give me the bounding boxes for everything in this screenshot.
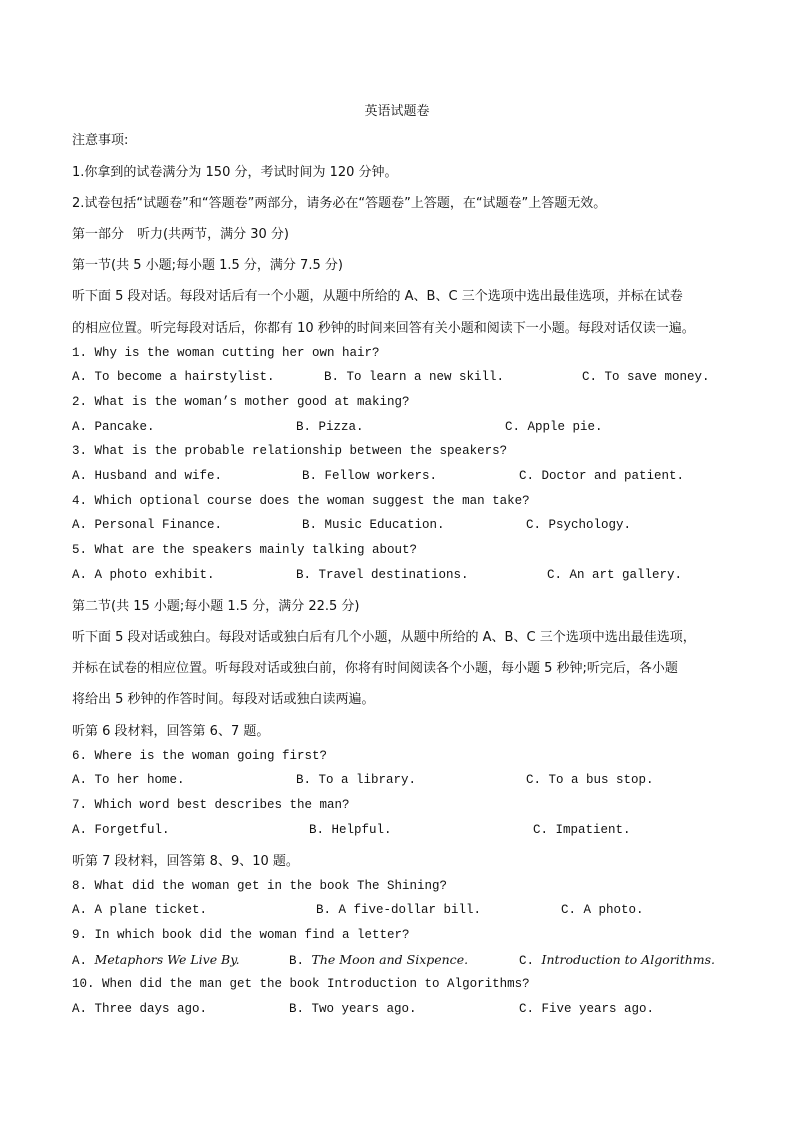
option-7b: B. Helpful. [309, 823, 392, 837]
note-line: 2.试卷包括“试题卷”和“答题卷”两部分，请务必在“答题卷”上答题，在“试题卷”上答题无效。 [72, 196, 607, 211]
book-title: Metaphors We Live By. [94, 952, 240, 967]
option-4a: A. Personal Finance. [72, 518, 223, 532]
option-2b: B. Pizza. [296, 420, 364, 434]
option-6b: B. To a library. [296, 773, 417, 787]
option-5b: B. Travel destinations. [296, 568, 469, 582]
section2-instruction: 将给出 5 秒钟的作答时间。每段对话或独白读两遍。 [72, 692, 375, 707]
question-8: 8. What did the woman get in the book The Shining? [72, 879, 448, 893]
question-6: 6. Where is the woman going first? [72, 749, 328, 763]
option-5c: C. An art gallery. [547, 568, 683, 582]
section1-heading: 第一节(共 5 小题;每小题 1.5 分，满分 7.5 分) [72, 258, 343, 273]
option-1b: B. To learn a new skill. [324, 370, 505, 384]
question-5: 5. What are the speakers mainly talking about? [72, 543, 418, 557]
section2-instruction: 并标在试卷的相应位置。听每段对话或独白前，你将有时间阅读各个小题，每小题 5 秒钟;听完后，各小题 [72, 661, 678, 676]
book-title: The Moon and Sixpence. [311, 952, 469, 967]
option-5a: A. A photo exhibit. [72, 568, 215, 582]
question-4: 4. Which optional course does the woman suggest the man take? [72, 494, 530, 508]
book-title: Introduction to Algorithms. [541, 952, 716, 967]
section2-heading: 第二节(共 15 小题;每小题 1.5 分，满分 22.5 分) [72, 599, 360, 614]
material-6-heading: 听第 6 段材料，回答第 6、7 题。 [72, 724, 270, 739]
section1-instruction: 的相应位置。听完每段对话后，你都有 10 秒钟的时间来回答有关小题和阅读下一小题。每段对话仅读一遍。 [72, 321, 695, 336]
option-8c: C. A photo. [561, 903, 644, 917]
option-4c: C. Psychology. [526, 518, 632, 532]
option-2a: A. Pancake. [72, 420, 155, 434]
question-3: 3. What is the probable relationship between the speakers? [72, 444, 508, 458]
question-10: 10. When did the man get the book Introduction to Algorithms? [72, 977, 530, 991]
option-prefix: C. [519, 954, 542, 968]
option-3b: B. Fellow workers. [302, 469, 438, 483]
option-3c: C. Doctor and patient. [519, 469, 685, 483]
option-8a: A. A plane ticket. [72, 903, 208, 917]
material-7-heading: 听第 7 段材料，回答第 8、9、10 题。 [72, 854, 299, 869]
question-2: 2. What is the woman’s mother good at making? [72, 395, 410, 409]
part1-heading: 第一部分 听力(共两节，满分 30 分) [72, 227, 289, 242]
option-8b: B. A five-dollar bill. [316, 903, 482, 917]
option-7a: A. Forgetful. [72, 823, 170, 837]
option-1c: C. To save money. [582, 370, 710, 384]
option-7c: C. Impatient. [533, 823, 631, 837]
option-prefix: B. [289, 954, 312, 968]
section2-instruction: 听下面 5 段对话或独白。每段对话或独白后有几个小题，从题中所给的 A、B、C 三个选项中选出最佳选项， [72, 630, 696, 645]
option-9b [289, 952, 468, 968]
option-6a: A. To her home. [72, 773, 185, 787]
section1-instruction: 听下面 5 段对话。每段对话后有一个小题，从题中所给的 A、B、C 三个选项中选出最佳选项，并标在试卷 [72, 289, 683, 304]
option-4b: B. Music Education. [302, 518, 445, 532]
option-10b: B. Two years ago. [289, 1002, 417, 1016]
note-line: 1.你拿到的试卷满分为 150 分，考试时间为 120 分钟。 [72, 165, 398, 180]
question-1: 1. Why is the woman cutting her own hair? [72, 346, 380, 360]
option-1a: A. To become a hairstylist. [72, 370, 275, 384]
notes-heading: 注意事项: [72, 133, 129, 148]
option-9c [519, 952, 715, 968]
option-6c: C. To a bus stop. [526, 773, 654, 787]
option-3a: A. Husband and wife. [72, 469, 223, 483]
option-2c: C. Apple pie. [505, 420, 603, 434]
option-10a: A. Three days ago. [72, 1002, 208, 1016]
option-9a [72, 952, 240, 968]
page-title: 英语试题卷 [364, 104, 430, 119]
option-prefix: A. [72, 954, 95, 968]
option-10c: C. Five years ago. [519, 1002, 655, 1016]
question-7: 7. Which word best describes the man? [72, 798, 350, 812]
question-9: 9. In which book did the woman find a letter? [72, 928, 410, 942]
